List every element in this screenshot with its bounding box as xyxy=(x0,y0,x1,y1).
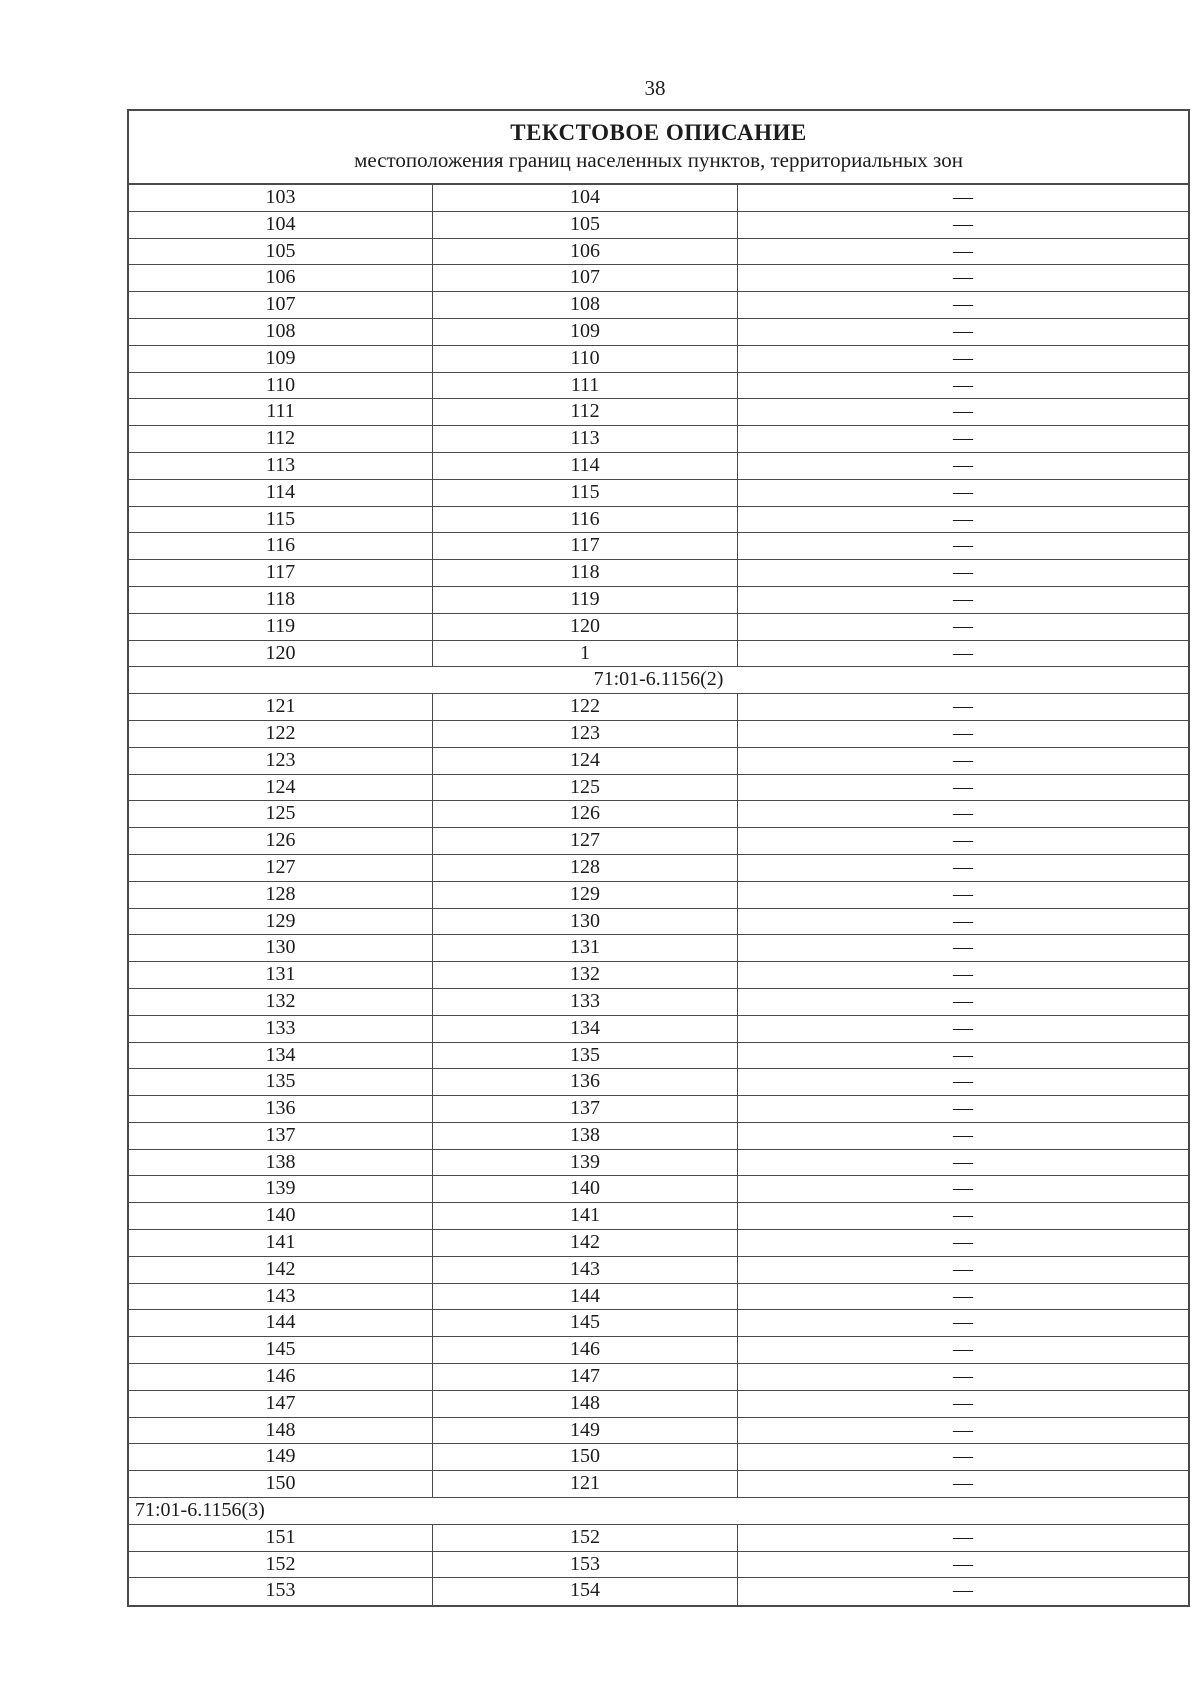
point-from-cell: 134 xyxy=(129,1043,433,1069)
point-to-cell: 138 xyxy=(433,1123,738,1149)
point-to-cell: 122 xyxy=(433,694,738,720)
table-row xyxy=(129,239,1188,266)
point-from-cell: 121 xyxy=(129,694,433,720)
description-cell: — xyxy=(953,1016,973,1039)
description-cell: — xyxy=(953,721,973,744)
table-row xyxy=(129,1418,1188,1445)
point-to-cell: 143 xyxy=(433,1257,738,1283)
description-cell: — xyxy=(953,1150,973,1173)
description-cell: — xyxy=(953,1177,973,1200)
point-to-cell: 112 xyxy=(433,399,738,425)
point-from-cell: 127 xyxy=(129,855,433,881)
point-from-cell: 131 xyxy=(129,962,433,988)
point-to-cell: 115 xyxy=(433,480,738,506)
point-from-cell: 146 xyxy=(129,1364,433,1390)
table-row xyxy=(129,882,1188,909)
point-from-cell: 149 xyxy=(129,1444,433,1470)
point-from-cell: 142 xyxy=(129,1257,433,1283)
table-row xyxy=(129,212,1188,239)
section-label-row: 71:01-6.1156(3) xyxy=(129,1498,1188,1525)
point-from-cell: 135 xyxy=(129,1069,433,1095)
point-to-cell: 145 xyxy=(433,1310,738,1336)
table-row xyxy=(129,533,1188,560)
description-cell: — xyxy=(953,239,973,262)
point-to-cell: 117 xyxy=(433,533,738,559)
point-to-cell: 144 xyxy=(433,1284,738,1310)
description-cell: — xyxy=(953,480,973,503)
point-to-cell: 118 xyxy=(433,560,738,586)
point-from-cell: 115 xyxy=(129,507,433,533)
point-from-cell: 150 xyxy=(129,1471,433,1497)
point-to-cell: 132 xyxy=(433,962,738,988)
point-from-cell: 130 xyxy=(129,935,433,961)
description-cell: — xyxy=(953,293,973,316)
description-cell: — xyxy=(953,1231,973,1254)
point-to-cell: 152 xyxy=(433,1525,738,1551)
point-from-cell: 119 xyxy=(129,614,433,640)
point-from-cell: 124 xyxy=(129,775,433,801)
table-row xyxy=(129,1123,1188,1150)
description-cell: — xyxy=(953,1284,973,1307)
point-from-cell: 137 xyxy=(129,1123,433,1149)
table-row xyxy=(129,909,1188,936)
point-from-cell: 147 xyxy=(129,1391,433,1417)
table-row xyxy=(129,614,1188,641)
table-row xyxy=(129,1230,1188,1257)
point-to-cell: 111 xyxy=(433,373,738,399)
description-cell: — xyxy=(953,561,973,584)
table-row xyxy=(129,1364,1188,1391)
description-cell: — xyxy=(953,1043,973,1066)
point-to-cell: 139 xyxy=(433,1150,738,1176)
table-row xyxy=(129,587,1188,614)
table-row xyxy=(129,694,1188,721)
table-row xyxy=(129,721,1188,748)
point-to-cell: 105 xyxy=(433,212,738,238)
point-to-cell: 128 xyxy=(433,855,738,881)
point-to-cell: 154 xyxy=(433,1578,738,1605)
table-title: ТЕКСТОВОЕ ОПИСАНИЕ xyxy=(510,120,807,145)
point-from-cell: 109 xyxy=(129,346,433,372)
point-to-cell: 106 xyxy=(433,239,738,265)
table-row xyxy=(129,292,1188,319)
point-to-cell: 134 xyxy=(433,1016,738,1042)
point-to-cell: 149 xyxy=(433,1418,738,1444)
point-to-cell: 140 xyxy=(433,1176,738,1202)
description-cell: — xyxy=(953,1552,973,1575)
table-header xyxy=(129,111,1188,185)
table-row xyxy=(129,1203,1188,1230)
table-row xyxy=(129,507,1188,534)
point-to-cell: 110 xyxy=(433,346,738,372)
table-row xyxy=(129,1310,1188,1337)
table-row xyxy=(129,775,1188,802)
table-subtitle: местоположения границ населенных пунктов, территориальных зон xyxy=(354,148,963,172)
description-cell: — xyxy=(953,882,973,905)
description-cell: — xyxy=(953,266,973,289)
point-from-cell: 144 xyxy=(129,1310,433,1336)
point-to-cell: 142 xyxy=(433,1230,738,1256)
table-row xyxy=(129,319,1188,346)
point-to-cell: 123 xyxy=(433,721,738,747)
point-from-cell: 145 xyxy=(129,1337,433,1363)
table-row xyxy=(129,1525,1188,1552)
table-row xyxy=(129,346,1188,373)
table-row xyxy=(129,801,1188,828)
description-cell: — xyxy=(953,1204,973,1227)
description-cell: — xyxy=(953,427,973,450)
point-from-cell: 123 xyxy=(129,748,433,774)
description-cell: — xyxy=(953,1445,973,1468)
point-from-cell: 138 xyxy=(129,1150,433,1176)
description-cell: — xyxy=(953,936,973,959)
description-cell: — xyxy=(953,507,973,530)
table-row xyxy=(129,855,1188,882)
description-cell: — xyxy=(953,775,973,798)
table-row xyxy=(129,1016,1188,1043)
description-cell: — xyxy=(953,1418,973,1441)
point-to-cell: 136 xyxy=(433,1069,738,1095)
section-label-row: 71:01-6.1156(2) xyxy=(129,667,1188,694)
table-row xyxy=(129,373,1188,400)
description-cell: — xyxy=(953,186,973,208)
point-to-cell: 124 xyxy=(433,748,738,774)
point-to-cell: 150 xyxy=(433,1444,738,1470)
point-to-cell: 133 xyxy=(433,989,738,1015)
description-cell: — xyxy=(953,587,973,610)
point-to-cell: 120 xyxy=(433,614,738,640)
point-to-cell: 116 xyxy=(433,507,738,533)
point-from-cell: 122 xyxy=(129,721,433,747)
table-row xyxy=(129,1284,1188,1311)
point-to-cell: 114 xyxy=(433,453,738,479)
point-from-cell: 116 xyxy=(129,533,433,559)
point-to-cell: 104 xyxy=(433,185,738,211)
table-row xyxy=(129,828,1188,855)
description-cell: — xyxy=(953,212,973,235)
description-cell: — xyxy=(953,855,973,878)
description-cell: — xyxy=(953,453,973,476)
point-from-cell: 113 xyxy=(129,453,433,479)
description-cell: — xyxy=(953,1472,973,1495)
table-body xyxy=(129,185,1188,1605)
point-to-cell: 137 xyxy=(433,1096,738,1122)
point-to-cell: 121 xyxy=(433,1471,738,1497)
boundary-description-table xyxy=(127,109,1190,1607)
point-from-cell: 139 xyxy=(129,1176,433,1202)
point-to-cell: 147 xyxy=(433,1364,738,1390)
table-row xyxy=(129,1578,1188,1605)
description-cell: — xyxy=(953,319,973,342)
point-from-cell: 151 xyxy=(129,1525,433,1551)
point-from-cell: 103 xyxy=(129,185,433,211)
description-cell: — xyxy=(953,1311,973,1334)
point-to-cell: 148 xyxy=(433,1391,738,1417)
point-to-cell: 130 xyxy=(433,909,738,935)
point-from-cell: 133 xyxy=(129,1016,433,1042)
point-to-cell: 141 xyxy=(433,1203,738,1229)
point-to-cell: 1 xyxy=(433,641,738,667)
point-from-cell: 125 xyxy=(129,801,433,827)
description-cell: — xyxy=(953,641,973,664)
description-cell: — xyxy=(953,829,973,852)
description-cell: — xyxy=(953,1097,973,1120)
point-to-cell: 129 xyxy=(433,882,738,908)
description-cell: — xyxy=(953,534,973,557)
description-cell: — xyxy=(953,1123,973,1146)
point-from-cell: 117 xyxy=(129,560,433,586)
point-to-cell: 127 xyxy=(433,828,738,854)
table-row xyxy=(129,426,1188,453)
point-from-cell: 114 xyxy=(129,480,433,506)
point-from-cell: 106 xyxy=(129,265,433,291)
description-cell: — xyxy=(953,373,973,396)
point-from-cell: 129 xyxy=(129,909,433,935)
point-from-cell: 110 xyxy=(129,373,433,399)
point-to-cell: 135 xyxy=(433,1043,738,1069)
point-from-cell: 143 xyxy=(129,1284,433,1310)
point-to-cell: 113 xyxy=(433,426,738,452)
table-row xyxy=(129,1391,1188,1418)
point-from-cell: 128 xyxy=(129,882,433,908)
point-from-cell: 107 xyxy=(129,292,433,318)
point-to-cell: 126 xyxy=(433,801,738,827)
table-row xyxy=(129,935,1188,962)
table-row xyxy=(129,185,1188,212)
table-row xyxy=(129,480,1188,507)
point-from-cell: 105 xyxy=(129,239,433,265)
table-row xyxy=(129,1096,1188,1123)
description-cell: — xyxy=(953,1579,973,1602)
description-cell: — xyxy=(953,989,973,1012)
table-row xyxy=(129,1552,1188,1579)
description-cell: — xyxy=(953,1338,973,1361)
description-cell: — xyxy=(953,1365,973,1388)
table-row xyxy=(129,1176,1188,1203)
point-from-cell: 104 xyxy=(129,212,433,238)
point-from-cell: 118 xyxy=(129,587,433,613)
description-cell: — xyxy=(953,963,973,986)
description-cell: — xyxy=(953,1257,973,1280)
description-cell: — xyxy=(953,802,973,825)
table-row xyxy=(129,1069,1188,1096)
description-cell: — xyxy=(953,909,973,932)
table-row xyxy=(129,453,1188,480)
point-to-cell: 125 xyxy=(433,775,738,801)
point-from-cell: 148 xyxy=(129,1418,433,1444)
point-from-cell: 126 xyxy=(129,828,433,854)
description-cell: — xyxy=(953,748,973,771)
table-row xyxy=(129,989,1188,1016)
description-cell: — xyxy=(953,346,973,369)
point-from-cell: 153 xyxy=(129,1578,433,1605)
table-row xyxy=(129,1444,1188,1471)
table-row xyxy=(129,1150,1188,1177)
description-cell: — xyxy=(953,695,973,718)
table-row xyxy=(129,399,1188,426)
point-from-cell: 141 xyxy=(129,1230,433,1256)
table-row xyxy=(129,560,1188,587)
point-from-cell: 136 xyxy=(129,1096,433,1122)
point-from-cell: 111 xyxy=(129,399,433,425)
point-from-cell: 132 xyxy=(129,989,433,1015)
point-to-cell: 146 xyxy=(433,1337,738,1363)
table-row xyxy=(129,1337,1188,1364)
point-to-cell: 109 xyxy=(433,319,738,345)
table-row xyxy=(129,1257,1188,1284)
description-cell: — xyxy=(953,1070,973,1093)
point-from-cell: 112 xyxy=(129,426,433,452)
point-from-cell: 120 xyxy=(129,641,433,667)
table-row xyxy=(129,1043,1188,1070)
point-to-cell: 119 xyxy=(433,587,738,613)
description-cell: — xyxy=(953,1391,973,1414)
point-from-cell: 108 xyxy=(129,319,433,345)
table-row xyxy=(129,265,1188,292)
table-row xyxy=(129,641,1188,668)
description-cell: — xyxy=(953,614,973,637)
point-to-cell: 153 xyxy=(433,1552,738,1578)
table-row xyxy=(129,1471,1188,1498)
point-to-cell: 108 xyxy=(433,292,738,318)
description-cell: — xyxy=(953,400,973,423)
description-cell: — xyxy=(953,1525,973,1548)
table-row xyxy=(129,748,1188,775)
point-from-cell: 152 xyxy=(129,1552,433,1578)
point-from-cell: 140 xyxy=(129,1203,433,1229)
page-number: 38 xyxy=(644,76,666,100)
point-to-cell: 131 xyxy=(433,935,738,961)
table-row xyxy=(129,962,1188,989)
point-to-cell: 107 xyxy=(433,265,738,291)
